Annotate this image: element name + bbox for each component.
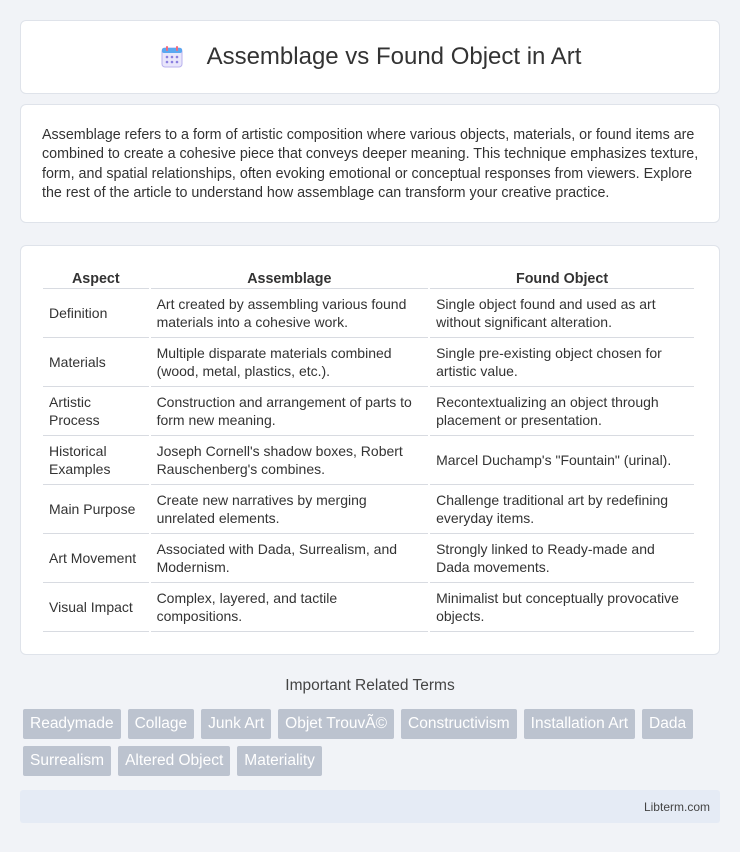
aspect-cell: Artistic Process bbox=[43, 387, 149, 436]
aspect-cell: Definition bbox=[43, 289, 149, 338]
aspect-cell: Historical Examples bbox=[43, 436, 149, 485]
assemblage-cell: Multiple disparate materials combined (wood, metal, plastics, etc.). bbox=[151, 338, 429, 387]
intro-card bbox=[20, 104, 720, 223]
assemblage-cell: Construction and arrangement of parts to form new meaning. bbox=[151, 387, 429, 436]
header-aspect: Aspect bbox=[43, 267, 149, 289]
table-row bbox=[43, 534, 694, 583]
related-terms-title: Important Related Terms bbox=[285, 677, 455, 694]
assemblage-cell: Joseph Cornell's shadow boxes, Robert Rauschenberg's combines. bbox=[151, 436, 429, 485]
tag-constructivism[interactable]: Constructivism bbox=[401, 709, 517, 739]
table-row bbox=[43, 338, 694, 387]
aspect-cell: Art Movement bbox=[43, 534, 149, 583]
footer-brand[interactable]: Libterm.com bbox=[643, 799, 710, 814]
tag-materiality[interactable]: Materiality bbox=[237, 746, 322, 776]
tag-collage[interactable]: Collage bbox=[128, 709, 195, 739]
aspect-cell: Visual Impact bbox=[43, 583, 149, 632]
tag-installation-art[interactable]: Installation Art bbox=[524, 709, 635, 739]
intro-text: Assemblage refers to a form of artistic composition where various objects, materials, or found items are combined to create a cohesive piece that conveys deeper meaning. This technique emphasizes texture, form, and spatial relationships, often evoking emotional or conceptual responses from viewers. Explore the rest of the article to understand how assemblage can transform your creative practice. bbox=[42, 127, 699, 202]
found-object-cell: Minimalist but conceptually provocative objects. bbox=[430, 583, 694, 632]
table-row bbox=[43, 436, 694, 485]
table-row bbox=[43, 387, 694, 436]
found-object-cell: Recontextualizing an object through placement or presentation. bbox=[430, 387, 694, 436]
found-object-cell: Marcel Duchamp's "Fountain" (urinal). bbox=[430, 436, 694, 485]
comparison-card bbox=[20, 245, 720, 655]
aspect-cell: Main Purpose bbox=[43, 485, 149, 534]
table-row bbox=[43, 583, 694, 632]
related-terms-list bbox=[23, 709, 703, 776]
page-title: Assemblage vs Found Object in Art bbox=[206, 43, 582, 70]
assemblage-cell: Complex, layered, and tactile compositions. bbox=[151, 583, 429, 632]
tag-dada[interactable]: Dada bbox=[642, 709, 693, 739]
comparison-table bbox=[41, 267, 696, 632]
found-object-cell: Strongly linked to Ready-made and Dada movements. bbox=[430, 534, 694, 583]
assemblage-cell: Create new narratives by merging unrelated elements. bbox=[151, 485, 429, 534]
tag-altered-object[interactable]: Altered Object bbox=[118, 746, 230, 776]
found-object-cell: Single object found and used as art without significant alteration. bbox=[430, 289, 694, 338]
header-assemblage: Assemblage bbox=[151, 267, 429, 289]
table-row bbox=[43, 485, 694, 534]
header-card bbox=[20, 20, 720, 94]
tag-objet-trouve[interactable]: Objet TrouvÃ© bbox=[278, 709, 394, 739]
calendar-icon bbox=[159, 44, 185, 70]
aspect-cell: Materials bbox=[43, 338, 149, 387]
assemblage-cell: Art created by assembling various found materials into a cohesive work. bbox=[151, 289, 429, 338]
tag-readymade[interactable]: Readymade bbox=[23, 709, 121, 739]
tag-surrealism[interactable]: Surrealism bbox=[23, 746, 111, 776]
footer bbox=[20, 790, 720, 823]
table-row bbox=[43, 289, 694, 338]
header-found-object: Found Object bbox=[430, 267, 694, 289]
tag-junk-art[interactable]: Junk Art bbox=[201, 709, 271, 739]
table-header-row bbox=[43, 267, 694, 289]
found-object-cell: Challenge traditional art by redefining everyday items. bbox=[430, 485, 694, 534]
assemblage-cell: Associated with Dada, Surrealism, and Modernism. bbox=[151, 534, 429, 583]
found-object-cell: Single pre-existing object chosen for artistic value. bbox=[430, 338, 694, 387]
